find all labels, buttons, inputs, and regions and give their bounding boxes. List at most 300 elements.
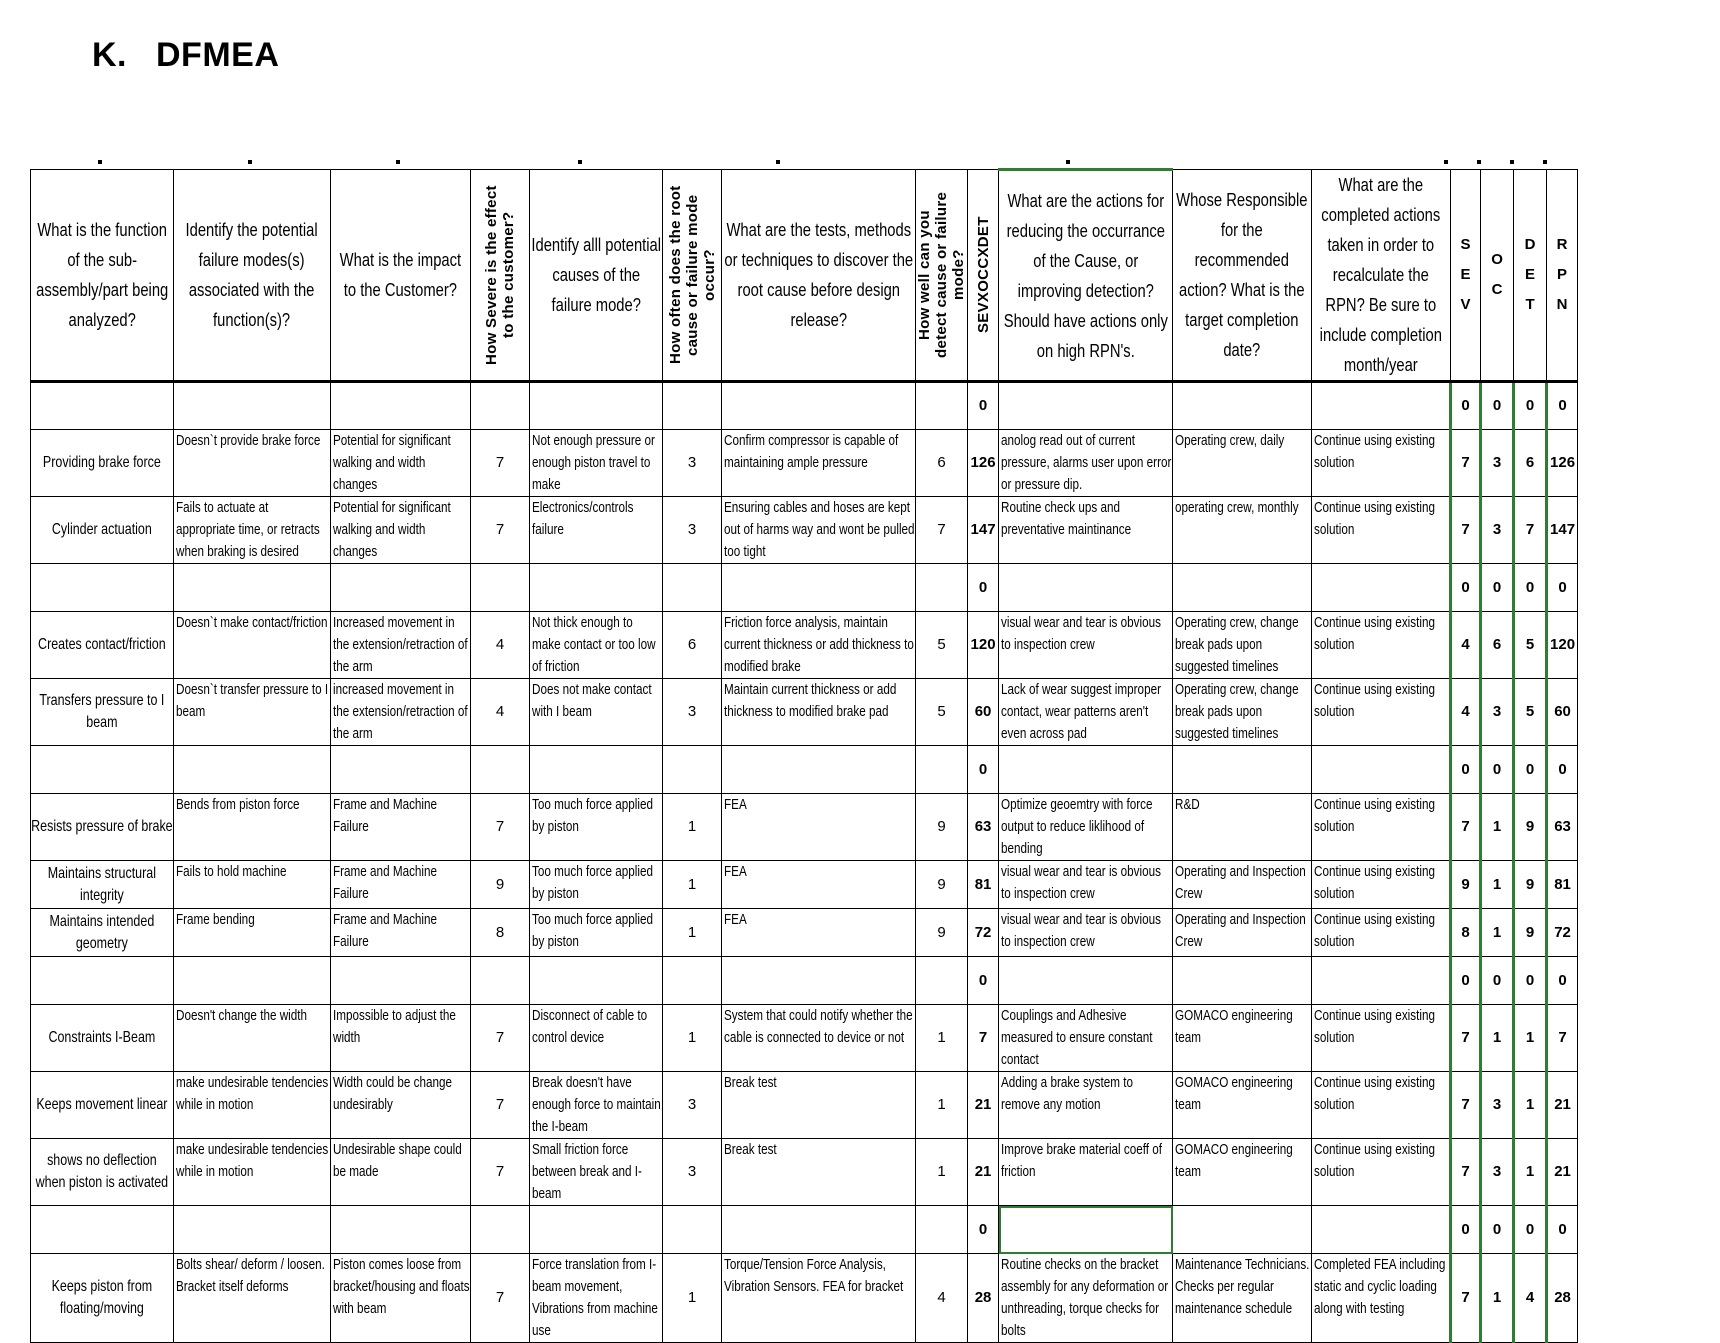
rpn-final-cell[interactable]: 0 (1547, 746, 1578, 794)
rpn-cell[interactable]: 147 (968, 497, 999, 564)
sev-cell[interactable]: 0 (1451, 1206, 1481, 1254)
causes-cell[interactable] (530, 497, 663, 564)
rpn-final-cell[interactable]: 28 (1547, 1254, 1578, 1343)
failure-mode-cell[interactable] (174, 679, 331, 746)
sev-cell[interactable]: 0 (1451, 746, 1481, 794)
actions-cell[interactable] (999, 1206, 1173, 1254)
det-cell[interactable]: 9 (1514, 794, 1547, 861)
completed-cell[interactable] (1312, 746, 1451, 794)
rpn-final-cell[interactable]: 7 (1547, 1005, 1578, 1072)
severity-cell[interactable]: 4 (471, 612, 530, 679)
header-failure-mode[interactable]: Identify the potential failure modes(s) associated with the function(s)? (174, 170, 331, 382)
tests-cell[interactable] (722, 1072, 916, 1139)
impact-cell[interactable] (331, 957, 471, 1005)
detection-cell[interactable] (916, 957, 968, 1005)
actions-cell-text: Optimize geoemtry with force output to reduce liklihood of bending (1001, 796, 1153, 857)
function-cell[interactable] (31, 746, 174, 794)
impact-cell[interactable] (331, 1254, 471, 1343)
rpn-final-cell[interactable]: 0 (1547, 957, 1578, 1005)
responsible-cell[interactable] (1173, 564, 1312, 612)
sev-cell[interactable]: 7 (1451, 1139, 1481, 1206)
impact-cell[interactable] (331, 564, 471, 612)
rpn-final-cell[interactable]: 147 (1547, 497, 1578, 564)
det-cell[interactable]: 5 (1514, 679, 1547, 746)
occurrence-cell[interactable] (663, 1206, 722, 1254)
det-cell[interactable]: 1 (1514, 1072, 1547, 1139)
completed-cell[interactable] (1312, 430, 1451, 497)
failure-mode-cell-text: Doesn`t provide brake force (176, 432, 321, 449)
impact-cell[interactable] (331, 497, 471, 564)
failure-mode-cell[interactable] (174, 612, 331, 679)
responsible-cell[interactable] (1173, 1139, 1312, 1206)
causes-cell-text: Not thick enough to make contact or too low of friction (532, 614, 656, 675)
actions-cell[interactable] (999, 1139, 1173, 1206)
det-cell[interactable]: 9 (1514, 861, 1547, 909)
function-cell[interactable] (31, 679, 174, 746)
responsible-cell[interactable] (1173, 497, 1312, 564)
det-cell[interactable]: 4 (1514, 1254, 1547, 1343)
oc-cell[interactable]: 3 (1481, 1139, 1514, 1206)
function-cell[interactable] (31, 564, 174, 612)
completed-cell[interactable] (1312, 679, 1451, 746)
oc-cell[interactable]: 1 (1481, 909, 1514, 957)
responsible-cell-text: Operating crew, daily (1175, 432, 1285, 449)
severity-cell[interactable] (471, 564, 530, 612)
actions-cell[interactable] (999, 497, 1173, 564)
severity-cell[interactable]: 7 (471, 1005, 530, 1072)
function-cell[interactable] (31, 794, 174, 861)
det-cell[interactable]: 0 (1514, 564, 1547, 612)
impact-cell[interactable] (331, 430, 471, 497)
failure-mode-cell[interactable] (174, 794, 331, 861)
occurrence-cell[interactable] (663, 564, 722, 612)
oc-cell[interactable]: 0 (1481, 382, 1514, 430)
detection-cell[interactable]: 6 (916, 430, 968, 497)
severity-cell[interactable]: 7 (471, 497, 530, 564)
detection-cell[interactable] (916, 1206, 968, 1254)
causes-cell[interactable] (530, 746, 663, 794)
failure-mode-cell[interactable] (174, 497, 331, 564)
function-cell[interactable] (31, 861, 174, 909)
responsible-cell[interactable] (1173, 1206, 1312, 1254)
responsible-cell[interactable] (1173, 794, 1312, 861)
tests-cell[interactable] (722, 909, 916, 957)
occurrence-cell[interactable]: 1 (663, 909, 722, 957)
failure-mode-cell[interactable] (174, 957, 331, 1005)
impact-cell[interactable] (331, 382, 471, 430)
function-cell-text: Keeps piston from floating/moving (51, 1278, 153, 1317)
tests-cell[interactable] (722, 679, 916, 746)
occurrence-cell[interactable]: 1 (663, 861, 722, 909)
causes-cell[interactable] (530, 957, 663, 1005)
completed-cell-text: Continue using existing solution (1314, 432, 1436, 471)
failure-mode-cell[interactable] (174, 564, 331, 612)
responsible-cell[interactable] (1173, 430, 1312, 497)
function-cell[interactable] (31, 957, 174, 1005)
completed-cell[interactable] (1312, 612, 1451, 679)
occurrence-cell[interactable]: 3 (663, 1139, 722, 1206)
header-actions[interactable]: What are the actions for reducing the occurrance of the Cause, or improving detection? Should have actions only on high RPN's. (999, 170, 1173, 382)
failure-mode-cell[interactable] (174, 1206, 331, 1254)
completed-cell[interactable] (1312, 1005, 1451, 1072)
actions-cell-text: Lack of wear suggest improper contact, wear patterns aren't even across pad (1001, 681, 1162, 742)
impact-cell[interactable] (331, 1139, 471, 1206)
oc-cell[interactable]: 0 (1481, 746, 1514, 794)
causes-cell[interactable] (530, 679, 663, 746)
oc-cell[interactable]: 0 (1481, 564, 1514, 612)
sev-cell[interactable]: 0 (1451, 957, 1481, 1005)
responsible-cell[interactable] (1173, 612, 1312, 679)
failure-mode-cell[interactable] (174, 1139, 331, 1206)
completed-cell-text: Continue using existing solution (1314, 1007, 1436, 1046)
rpn-cell[interactable]: 21 (968, 1139, 999, 1206)
causes-cell[interactable] (530, 564, 663, 612)
detection-cell[interactable]: 5 (916, 612, 968, 679)
failure-mode-cell[interactable] (174, 1072, 331, 1139)
header-detection[interactable]: How well can you detect cause or failure mode? (916, 170, 968, 382)
rpn-cell[interactable]: 120 (968, 612, 999, 679)
oc-cell[interactable]: 0 (1481, 957, 1514, 1005)
det-cell[interactable]: 0 (1514, 1206, 1547, 1254)
rpn-cell[interactable]: 0 (968, 957, 999, 1005)
rpn-cell[interactable]: 0 (968, 746, 999, 794)
actions-cell[interactable] (999, 794, 1173, 861)
tests-cell[interactable] (722, 1206, 916, 1254)
occurrence-cell[interactable]: 3 (663, 679, 722, 746)
header-oc[interactable]: O C (1481, 170, 1514, 382)
causes-cell-text: Not enough pressure or enough piston travel to make (532, 432, 655, 493)
header-rpn[interactable]: SEVXOCCXDET (968, 170, 999, 382)
sev-cell[interactable]: 7 (1451, 794, 1481, 861)
tests-cell[interactable] (722, 794, 916, 861)
severity-cell[interactable]: 7 (471, 430, 530, 497)
function-cell-text: Transfers pressure to I beam (39, 692, 165, 731)
rpn-final-cell[interactable]: 0 (1547, 1206, 1578, 1254)
rpn-final-cell[interactable]: 21 (1547, 1139, 1578, 1206)
completed-cell[interactable] (1312, 794, 1451, 861)
impact-cell[interactable] (331, 1072, 471, 1139)
rpn-final-cell[interactable]: 63 (1547, 794, 1578, 861)
rpn-final-cell[interactable]: 126 (1547, 430, 1578, 497)
impact-cell[interactable] (331, 746, 471, 794)
impact-cell[interactable] (331, 909, 471, 957)
completed-cell[interactable] (1312, 909, 1451, 957)
rpn-final-cell[interactable]: 0 (1547, 382, 1578, 430)
impact-cell-text: Potential for significant walking and width changes (333, 432, 451, 493)
header-rpn-final[interactable]: R P N (1547, 170, 1578, 382)
filter-marker (98, 160, 102, 164)
tests-cell[interactable] (722, 382, 916, 430)
detection-cell[interactable]: 1 (916, 1139, 968, 1206)
actions-cell[interactable] (999, 612, 1173, 679)
header-det[interactable]: D E T (1514, 170, 1547, 382)
completed-cell[interactable] (1312, 1206, 1451, 1254)
oc-cell[interactable]: 3 (1481, 497, 1514, 564)
severity-cell[interactable] (471, 957, 530, 1005)
detection-cell[interactable] (916, 382, 968, 430)
sev-cell[interactable]: 7 (1451, 497, 1481, 564)
sev-cell[interactable]: 0 (1451, 564, 1481, 612)
severity-cell[interactable] (471, 1206, 530, 1254)
rpn-final-cell[interactable]: 72 (1547, 909, 1578, 957)
severity-cell[interactable]: 7 (471, 1254, 530, 1343)
header-occurrence[interactable]: How often does the root cause or failure mode occur? (663, 170, 722, 382)
impact-cell[interactable] (331, 1005, 471, 1072)
tests-cell[interactable] (722, 564, 916, 612)
det-cell[interactable]: 5 (1514, 612, 1547, 679)
header-sev[interactable]: S E V (1451, 170, 1481, 382)
detection-cell[interactable] (916, 564, 968, 612)
header-completed[interactable]: What are the completed actions taken in order to recalculate the RPN? Be sure to include completion month/year (1312, 170, 1451, 382)
completed-cell[interactable] (1312, 564, 1451, 612)
rpn-cell[interactable]: 60 (968, 679, 999, 746)
impact-cell-text: Piston comes loose from bracket/housing and floats with beam (333, 1256, 470, 1317)
tests-cell[interactable] (722, 1254, 916, 1343)
function-cell[interactable] (31, 1072, 174, 1139)
rpn-cell[interactable]: 7 (968, 1005, 999, 1072)
failure-mode-cell[interactable] (174, 1254, 331, 1343)
actions-cell[interactable] (999, 861, 1173, 909)
occurrence-cell[interactable]: 3 (663, 430, 722, 497)
causes-cell[interactable] (530, 1005, 663, 1072)
tests-cell[interactable] (722, 1005, 916, 1072)
function-cell[interactable] (31, 1005, 174, 1072)
completed-cell[interactable] (1312, 497, 1451, 564)
detection-cell[interactable]: 9 (916, 794, 968, 861)
responsible-cell[interactable] (1173, 382, 1312, 430)
sev-cell[interactable]: 7 (1451, 430, 1481, 497)
responsible-cell[interactable] (1173, 679, 1312, 746)
rpn-final-cell[interactable]: 60 (1547, 679, 1578, 746)
detection-cell[interactable]: 5 (916, 679, 968, 746)
detection-cell[interactable] (916, 746, 968, 794)
header-causes[interactable]: Identify alll potential causes of the failure mode? (530, 170, 663, 382)
occurrence-cell[interactable]: 1 (663, 794, 722, 861)
occurrence-cell[interactable]: 1 (663, 1005, 722, 1072)
responsible-cell[interactable] (1173, 957, 1312, 1005)
sev-cell[interactable]: 8 (1451, 909, 1481, 957)
sev-cell[interactable]: 7 (1451, 1005, 1481, 1072)
detection-cell[interactable]: 7 (916, 497, 968, 564)
tests-cell[interactable] (722, 861, 916, 909)
actions-cell[interactable] (999, 1254, 1173, 1343)
actions-cell[interactable] (999, 564, 1173, 612)
severity-cell[interactable]: 9 (471, 861, 530, 909)
completed-cell-text: Continue using existing solution (1314, 911, 1436, 950)
oc-cell[interactable]: 0 (1481, 1206, 1514, 1254)
responsible-cell[interactable] (1173, 1254, 1312, 1343)
impact-cell[interactable] (331, 861, 471, 909)
actions-cell[interactable] (999, 1072, 1173, 1139)
header-impact[interactable]: What is the impact to the Customer? (331, 170, 471, 382)
detection-cell[interactable]: 1 (916, 1072, 968, 1139)
severity-cell[interactable] (471, 746, 530, 794)
severity-cell[interactable]: 7 (471, 794, 530, 861)
failure-mode-cell[interactable] (174, 430, 331, 497)
failure-mode-cell[interactable] (174, 1005, 331, 1072)
oc-cell[interactable]: 3 (1481, 430, 1514, 497)
function-cell-text: shows no deflection when piston is activated (35, 1152, 169, 1191)
responsible-cell[interactable] (1173, 1072, 1312, 1139)
rpn-cell[interactable]: 0 (968, 564, 999, 612)
causes-cell[interactable] (530, 430, 663, 497)
rpn-cell[interactable]: 21 (968, 1072, 999, 1139)
filter-marker (1510, 160, 1514, 164)
detection-cell[interactable]: 9 (916, 861, 968, 909)
actions-cell[interactable] (999, 1005, 1173, 1072)
impact-cell[interactable] (331, 679, 471, 746)
rpn-cell[interactable]: 81 (968, 861, 999, 909)
sev-cell[interactable]: 9 (1451, 861, 1481, 909)
rpn-final-cell[interactable]: 81 (1547, 861, 1578, 909)
function-cell[interactable] (31, 430, 174, 497)
severity-cell[interactable]: 7 (471, 1139, 530, 1206)
function-cell[interactable] (31, 382, 174, 430)
causes-cell[interactable] (530, 1254, 663, 1343)
causes-cell[interactable] (530, 1139, 663, 1206)
rpn-cell[interactable]: 0 (968, 1206, 999, 1254)
tests-cell[interactable] (722, 612, 916, 679)
occurrence-cell[interactable] (663, 957, 722, 1005)
function-cell[interactable] (31, 497, 174, 564)
function-cell[interactable] (31, 1139, 174, 1206)
actions-cell[interactable] (999, 382, 1173, 430)
tests-cell[interactable] (722, 497, 916, 564)
tests-cell[interactable] (722, 1139, 916, 1206)
oc-cell[interactable]: 1 (1481, 861, 1514, 909)
actions-cell[interactable] (999, 679, 1173, 746)
impact-cell[interactable] (331, 1206, 471, 1254)
responsible-cell[interactable] (1173, 746, 1312, 794)
tests-cell[interactable] (722, 430, 916, 497)
severity-cell[interactable]: 7 (471, 1072, 530, 1139)
function-cell[interactable] (31, 1206, 174, 1254)
detection-cell[interactable]: 9 (916, 909, 968, 957)
sev-cell[interactable]: 4 (1451, 612, 1481, 679)
completed-cell-text: Completed FEA including static and cyclic loading along with testing (1314, 1256, 1446, 1317)
filter-marker (1477, 160, 1481, 164)
severity-cell[interactable]: 4 (471, 679, 530, 746)
occurrence-cell[interactable]: 1 (663, 1254, 722, 1343)
causes-cell[interactable] (530, 1072, 663, 1139)
completed-cell-text: Continue using existing solution (1314, 499, 1436, 538)
function-cell-text: Maintains structural integrity (47, 864, 157, 904)
impact-cell[interactable] (331, 612, 471, 679)
failure-mode-cell[interactable] (174, 909, 331, 957)
occurrence-cell[interactable]: 3 (663, 497, 722, 564)
det-cell[interactable]: 9 (1514, 909, 1547, 957)
failure-mode-cell[interactable] (174, 861, 331, 909)
det-cell[interactable]: 1 (1514, 1139, 1547, 1206)
completed-cell[interactable] (1312, 861, 1451, 909)
sev-cell[interactable]: 0 (1451, 382, 1481, 430)
occurrence-cell[interactable]: 3 (663, 1072, 722, 1139)
oc-cell[interactable]: 6 (1481, 612, 1514, 679)
failure-mode-cell[interactable] (174, 746, 331, 794)
function-cell[interactable] (31, 1254, 174, 1343)
impact-cell[interactable] (331, 794, 471, 861)
actions-cell[interactable] (999, 957, 1173, 1005)
sev-cell[interactable]: 4 (1451, 679, 1481, 746)
responsible-cell-text: Operating crew, change break pads upon suggested timelines (1175, 614, 1299, 675)
oc-cell[interactable]: 3 (1481, 679, 1514, 746)
failure-mode-cell-text: make undesirable tendencies while in motion (176, 1074, 329, 1113)
rpn-final-cell[interactable]: 120 (1547, 612, 1578, 679)
tests-cell[interactable] (722, 957, 916, 1005)
detection-cell[interactable]: 4 (916, 1254, 968, 1343)
failure-mode-cell[interactable] (174, 382, 331, 430)
det-cell[interactable]: 1 (1514, 1005, 1547, 1072)
occurrence-cell[interactable]: 6 (663, 612, 722, 679)
severity-cell[interactable] (471, 382, 530, 430)
tests-cell[interactable] (722, 746, 916, 794)
completed-cell[interactable] (1312, 382, 1451, 430)
header-tests[interactable]: What are the tests, methods or techniques to discover the root cause before design release? (722, 170, 916, 382)
function-cell[interactable] (31, 612, 174, 679)
causes-cell[interactable] (530, 861, 663, 909)
header-severity[interactable]: How Severe is the effect to the customer? (471, 170, 530, 382)
rpn-cell[interactable]: 28 (968, 1254, 999, 1343)
header-function[interactable]: What is the function of the sub-assembly/part being analyzed? (31, 170, 174, 382)
table-row (31, 794, 1578, 861)
occurrence-cell[interactable] (663, 746, 722, 794)
rpn-final-cell[interactable]: 21 (1547, 1072, 1578, 1139)
causes-cell[interactable] (530, 1206, 663, 1254)
occurrence-cell[interactable] (663, 382, 722, 430)
causes-cell[interactable] (530, 794, 663, 861)
detection-cell[interactable]: 1 (916, 1005, 968, 1072)
completed-cell[interactable] (1312, 1254, 1451, 1343)
causes-cell[interactable] (530, 612, 663, 679)
responsible-cell-text: GOMACO engineering team (1175, 1074, 1293, 1113)
responsible-cell[interactable] (1173, 1005, 1312, 1072)
rpn-final-cell[interactable]: 0 (1547, 564, 1578, 612)
responsible-cell[interactable] (1173, 909, 1312, 957)
oc-cell[interactable]: 1 (1481, 1254, 1514, 1343)
rpn-cell[interactable]: 72 (968, 909, 999, 957)
oc-cell[interactable]: 3 (1481, 1072, 1514, 1139)
actions-cell[interactable] (999, 746, 1173, 794)
oc-cell[interactable]: 1 (1481, 1005, 1514, 1072)
det-cell[interactable]: 0 (1514, 382, 1547, 430)
oc-cell[interactable]: 1 (1481, 794, 1514, 861)
severity-cell[interactable]: 8 (471, 909, 530, 957)
causes-cell[interactable] (530, 909, 663, 957)
actions-cell[interactable] (999, 909, 1173, 957)
tests-cell-text: Ensuring cables and hoses are kept out of harms way and wont be pulled too tight (724, 499, 915, 560)
rpn-cell[interactable]: 0 (968, 382, 999, 430)
completed-cell[interactable] (1312, 1072, 1451, 1139)
separator-row (31, 382, 1578, 430)
section-title: DFMEA (156, 36, 280, 74)
completed-cell[interactable] (1312, 1139, 1451, 1206)
det-cell[interactable]: 0 (1514, 957, 1547, 1005)
det-cell[interactable]: 0 (1514, 746, 1547, 794)
responsible-cell-text: operating crew, monthly (1175, 499, 1299, 516)
rpn-cell[interactable]: 126 (968, 430, 999, 497)
sev-cell[interactable]: 7 (1451, 1254, 1481, 1343)
function-cell[interactable] (31, 909, 174, 957)
sev-cell[interactable]: 7 (1451, 1072, 1481, 1139)
det-cell[interactable]: 6 (1514, 430, 1547, 497)
completed-cell[interactable] (1312, 957, 1451, 1005)
causes-cell[interactable] (530, 382, 663, 430)
det-cell[interactable]: 7 (1514, 497, 1547, 564)
actions-cell[interactable] (999, 430, 1173, 497)
header-responsible[interactable]: Whose Responsible for the recommended action? What is the target completion date? (1173, 170, 1312, 382)
responsible-cell[interactable] (1173, 861, 1312, 909)
rpn-cell[interactable]: 63 (968, 794, 999, 861)
